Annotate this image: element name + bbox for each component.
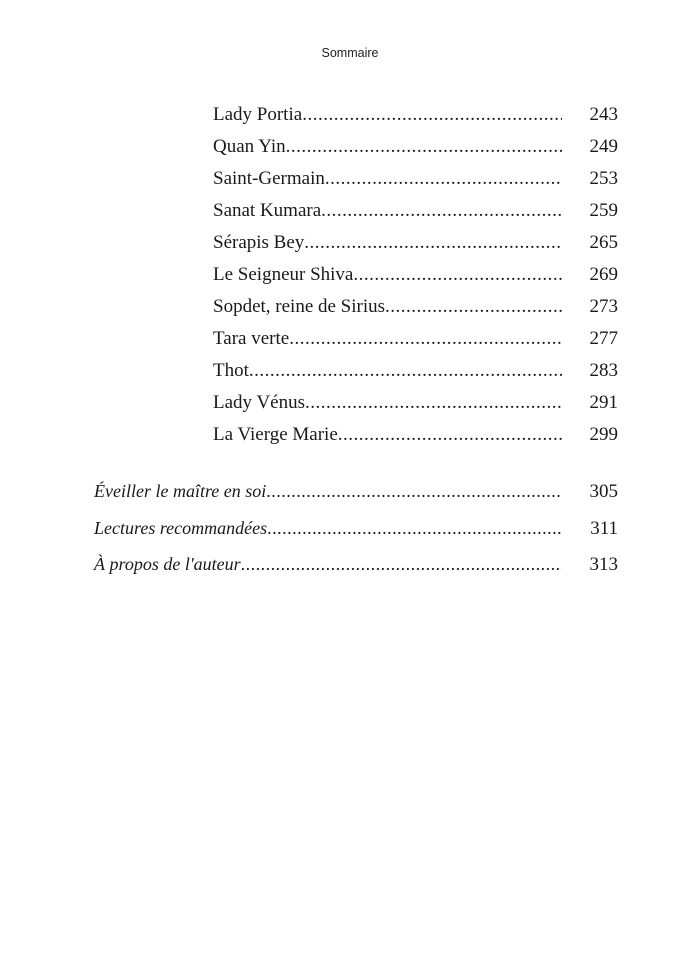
toc-entry[interactable]: [213, 197, 618, 225]
toc-entry[interactable]: [213, 389, 618, 417]
toc-dot-leader: [305, 389, 562, 417]
toc-dot-leader: [241, 550, 562, 578]
toc-entry-page: 305: [589, 481, 618, 502]
toc-entry-title: À propos de l'auteur: [94, 554, 241, 574]
toc-entry[interactable]: [213, 293, 618, 321]
toc-dot-leader: [266, 477, 562, 505]
toc-entry-page: 265: [589, 232, 618, 253]
toc-entry-title: Le Seigneur Shiva: [213, 264, 354, 285]
toc-entry-page: 283: [589, 360, 618, 381]
toc-dot-leader: [304, 229, 562, 257]
toc-entry-title: Quan Yin: [213, 136, 286, 157]
toc-entry-title: Sérapis Bey: [213, 232, 305, 253]
toc-dot-leader: [302, 101, 562, 129]
toc-dot-leader: [289, 325, 562, 353]
toc-dot-leader: [267, 514, 562, 542]
toc-entry-page: 249: [589, 136, 618, 157]
toc-entry-title: Thot: [213, 360, 249, 381]
toc-entry[interactable]: [213, 101, 618, 129]
toc-entry-page: 311: [590, 518, 618, 539]
toc-entry[interactable]: [213, 133, 618, 161]
toc-entry-title: Lady Vénus: [213, 392, 305, 413]
toc-section-entry[interactable]: [94, 477, 618, 505]
toc-dot-leader: [249, 357, 562, 385]
toc-entry-page: 273: [589, 296, 618, 317]
toc-entry-page: 291: [589, 392, 618, 413]
toc-entry[interactable]: [213, 357, 618, 385]
toc-dot-leader: [325, 165, 562, 193]
toc-entry-page: 243: [589, 104, 618, 125]
toc-dot-leader: [353, 261, 562, 289]
toc-entry[interactable]: [213, 261, 618, 289]
toc-entry-page: 253: [589, 168, 618, 189]
toc-dot-leader: [321, 197, 562, 225]
toc-entry-title: Saint-Germain: [213, 168, 325, 189]
toc-entry-title: Sanat Kumara: [213, 200, 322, 221]
toc-entry[interactable]: [213, 325, 618, 353]
toc-section-entry[interactable]: [94, 550, 618, 578]
toc-dot-leader: [385, 293, 562, 321]
toc-dot-leader: [338, 421, 562, 449]
toc-section-entry[interactable]: [94, 514, 618, 542]
toc-entry[interactable]: [213, 229, 618, 257]
toc-entry-title: Éveiller le maître en soi: [94, 481, 267, 501]
toc-entry[interactable]: [213, 421, 618, 449]
toc-entry-page: 259: [589, 200, 618, 221]
toc-entry[interactable]: [213, 165, 618, 193]
toc-entry-title: La Vierge Marie: [213, 424, 338, 445]
running-head-title: Sommaire: [321, 46, 379, 60]
toc-entry-title: Lady Portia: [213, 104, 303, 125]
toc-dot-leader: [286, 133, 562, 161]
toc-entry-title: Tara verte: [213, 328, 290, 349]
toc-entry-title: Sopdet, reine de Sirius: [213, 296, 386, 317]
toc-entry-page: 313: [589, 554, 618, 575]
toc-entry-page: 299: [589, 424, 618, 445]
toc-entry-page: 269: [589, 264, 618, 285]
toc-entry-title: Lectures recommandées: [94, 518, 268, 538]
toc-entry-page: 277: [589, 328, 618, 349]
